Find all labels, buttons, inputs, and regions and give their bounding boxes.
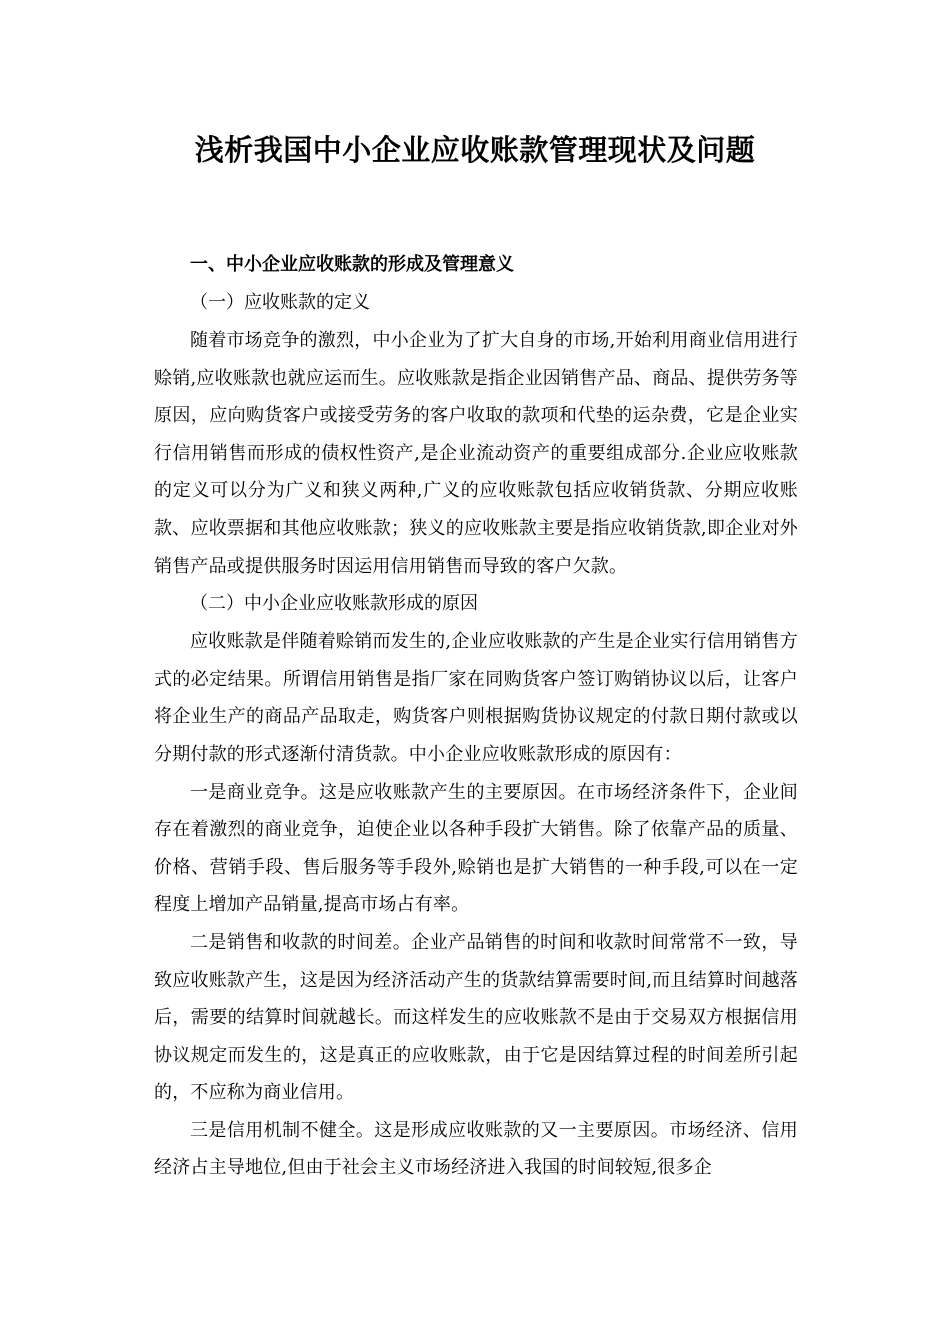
paragraph-definition: 随着市场竞争的激烈，中小企业为了扩大自身的市场,开始利用商业信用进行赊销,应收账款也就应运而生。应收账款是指企业因销售产品、商品、提供劳务等原因，应向购货客户或接受劳务的客户收取的款项和代垫的运杂费，它是企业实行信用销售而形成的债权性资产,是企业流动资产的重要组成部分.企业应收账款的定义可以分为广义和狭义两种,广义的应收账款包括应收销货款、分期应收账款、应收票据和其他应收账款；狭义的应收账款主要是指应收销货款,即企业对外销售产品或提供服务时因运用信用销售而导致的客户欠款。 bbox=[154, 330, 798, 577]
document-title: 浅析我国中小企业应收账款管理现状及问题 bbox=[194, 133, 756, 167]
paragraph-cause-credit-system: 三是信用机制不健全。这是形成应收账款的又一主要原因。市场经济、信用经济占主导地位,但由于社会主义市场经济进入我国的时间较短,很多企 bbox=[154, 1119, 798, 1179]
paragraph-cause-time-gap: 二是销售和收款的时间差。企业产品销售的时间和收款时间常常不一致，导致应收账款产生，这是因为经济活动产生的货款结算需要时间,而且结算时间越落后，需要的结算时间就越长。而这样发生的应收账款不是由于交易双方根据信用协议规定而发生的，这是真正的应收账款，由于它是因结算过程的时间差所引起的，不应称为商业信用。 bbox=[154, 931, 798, 1104]
paragraph-causes-intro: 应收账款是伴随着赊销而发生的,企业应收账款的产生是企业实行信用销售方式的必定结果。所谓信用销售是指厂家在同购货客户签订购销协议以后，让客户将企业生产的商品产品取走，购货客户则根据购货协议规定的付款日期付款或以分期付款的形式逐渐付清货款。中小企业应收账款形成的原因有： bbox=[154, 631, 798, 765]
paragraph-cause-competition: 一是商业竞争。这是应收账款产生的主要原因。在市场经济条件下，企业间存在着激烈的商业竞争，迫使企业以各种手段扩大销售。除了依靠产品的质量、价格、营销手段、售后服务等手段外,赊销也是扩大销售的一种手段,可以在一定程度上增加产品销量,提高市场占有率。 bbox=[154, 781, 798, 916]
document-body bbox=[154, 246, 798, 1187]
subsection-title-definition: （一）应收账款的定义 bbox=[190, 292, 370, 313]
section-heading: 一、中小企业应收账款的形成及管理意义 bbox=[190, 254, 514, 275]
subsection-title-causes: （二）中小企业应收账款形成的原因 bbox=[190, 593, 478, 615]
